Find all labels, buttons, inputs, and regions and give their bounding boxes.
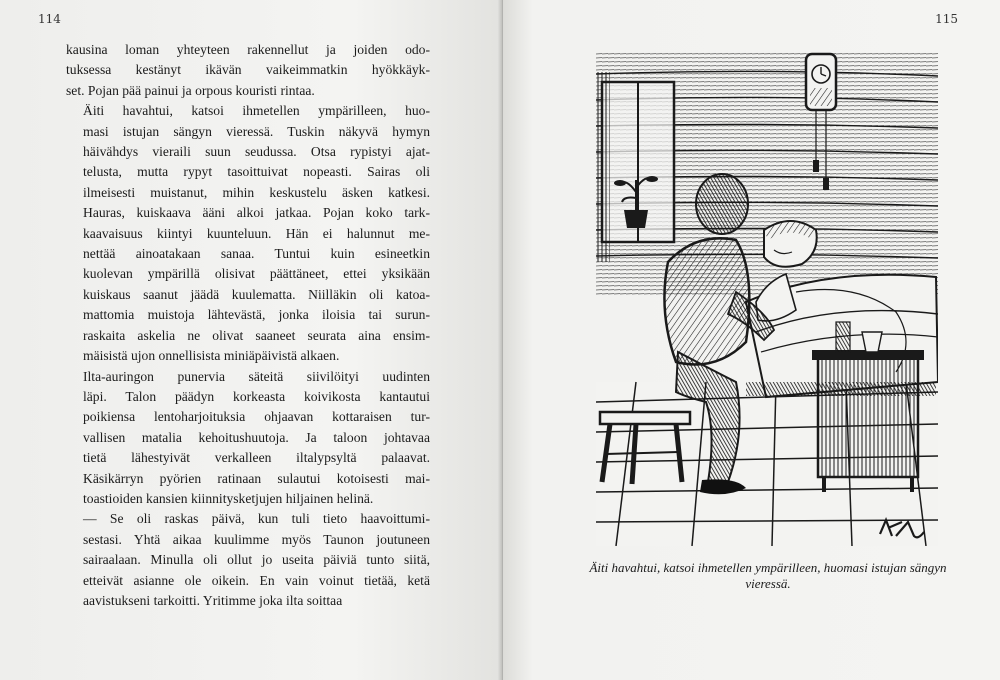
text-line: Käsikärryn pyörien ratinaan sulautui kotoisesti mai- — [83, 470, 430, 486]
text-line: raskaita askelia ne olivat saaneet seurata aina ensim- — [83, 327, 430, 343]
paragraph — [66, 509, 430, 611]
text-line: läpi. Talon päädyn korkeasta koivikosta kantautui — [83, 388, 430, 404]
text-line: häivähdys vieraili suun seudussa. Otsa rypistyi ajat- — [83, 144, 430, 160]
text-line: ilmeisesti muistanut, mihin keskustelu äsken katkesi. — [83, 184, 430, 200]
text-line: sairaalaan. Minulla oli ollut jo useita päiviä tunto siitä, — [83, 552, 430, 568]
text-line: aavistukseni tarkoitti. Yritimme joka ilta soittaa — [83, 592, 343, 608]
text-line: kausina loman yhteyteen rakennellut ja joiden odo- — [66, 42, 430, 57]
paragraph — [66, 101, 430, 366]
text-line: tuksessa kestänyt ikävän vaikeimmatkin hyökkäyk- — [66, 62, 430, 78]
text-line: set. Pojan pää painui ja orpous kouristi rintaa. — [66, 82, 315, 98]
text-line: nettää ainoatakaan sanaa. Tuntui kuin esineetkin — [83, 246, 430, 262]
text-line: kuolevan ympärillä olisivat päättäneet, ettei yksikään — [83, 266, 430, 282]
text-line: vallisen matalia kehoitushuutoja. Ja taloon johtavaa — [83, 429, 430, 445]
text-line: telusta, mutta rypyt tasoittuivat nopeasti. Sairas oli — [83, 164, 430, 180]
body-text — [66, 40, 430, 611]
paragraph — [66, 367, 430, 510]
illustration-caption: Äiti havahtui, katsoi ihmetellen ympärilleen, huomasi istujan sängyn vieressä. — [589, 560, 947, 591]
text-line: Hauras, kuiskaava ääni alkoi jatkaa. Pojan koko tark- — [83, 205, 430, 221]
page-number-left: 114 — [38, 12, 61, 26]
text-line: Äiti havahtui, katsoi ihmetellen ympärilleen, huo- — [83, 103, 430, 119]
text-line: mattomia muistoja lähtevästä, jonka iloisia tai surun- — [83, 307, 430, 323]
text-line: etteivät asianne ole oikein. En vain voinut tietää, ketä — [83, 572, 430, 588]
text-line: tietä lähestyivät verkalleen iltalypsyltä palaavat. — [83, 450, 430, 466]
text-line: masi istujan sängyn vieressä. Tuskin näkyvä hymyn — [83, 123, 430, 139]
text-line: kuiskaus saanut jäädä kuulematta. Niilläkin oli katoa- — [83, 286, 430, 302]
window-frame — [596, 72, 674, 262]
text-line: mäisistä ujon onnellisista miniäpäivistä alkaen. — [83, 348, 340, 364]
paragraph — [66, 40, 430, 101]
text-line: kaavaisuus kiintyi kuunteluun. Hän ei halunnut me- — [83, 225, 430, 241]
text-line: sestasi. Yhtä aikaa kuulimme myös Taunon joutuneen — [83, 531, 430, 547]
text-line: Ilta-auringon punervia säteitä siivilöityi uudinten — [83, 368, 430, 384]
page-number-right: 115 — [935, 12, 958, 26]
text-line: — Se oli raskas päivä, kun tuli tieto haavoittumi- — [83, 511, 430, 527]
text-line: toastioiden kansien kiinnitysketjujen hiljainen helinä. — [83, 490, 374, 506]
text-line: poikiensa lentoharjoituksia ohjaavan kottaraisen tur- — [83, 409, 430, 425]
illustration — [596, 52, 938, 546]
